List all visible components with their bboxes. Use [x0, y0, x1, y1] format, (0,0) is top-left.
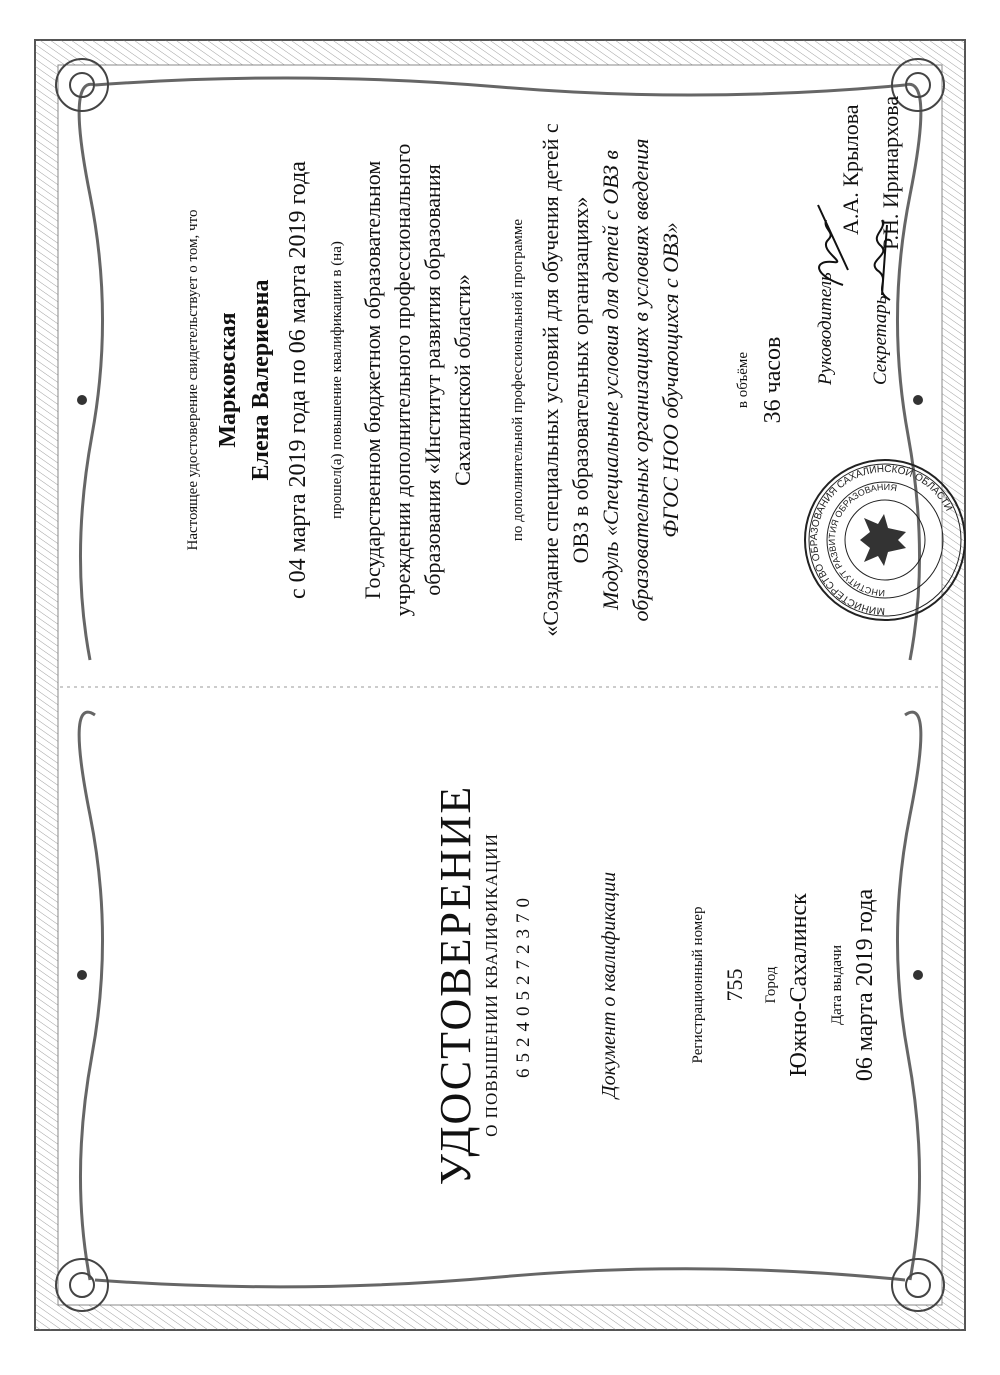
reg-number: 755	[722, 968, 747, 1002]
institution-line-4: Сахалинской области»	[450, 274, 475, 486]
eagle-emblem-icon	[860, 514, 906, 566]
official-seal	[800, 455, 970, 625]
module-line-2: образовательных организациях в условиях введения	[628, 138, 653, 622]
program-line-1: «Создание специальных условий для обучения детей с	[538, 123, 563, 637]
module-line-3: ФГОС НОО обучающихся с ОВЗ»	[658, 222, 683, 538]
reg-number-label: Регистрационный номер	[690, 906, 706, 1064]
issue-date-label: Дата выдачи	[829, 944, 845, 1026]
secretary-name: Р.Н. Иринархова	[878, 95, 903, 250]
program-line-2: ОВЗ в образовательных организациях»	[568, 196, 593, 564]
institution-line-1: Государственном бюджетном образовательном	[360, 160, 385, 600]
secretary-signature	[862, 215, 902, 305]
module-line-1: Модуль «Специальные условия для детей с ОВЗ в	[598, 150, 623, 610]
head-name: А.А. Крылова	[838, 104, 863, 235]
certificate-subtitle: О ПОВЫШЕНИИ КВАЛИФИКАЦИИ	[482, 833, 501, 1137]
document-type: Документ о квалификации	[598, 871, 620, 1099]
head-signature	[808, 200, 858, 290]
seal-outer-text: МИНИСТЕРСТВО ОБРАЗОВАНИЯ САХАЛИНСКОЙ ОБЛАСТИ	[808, 463, 954, 617]
program-label: по дополнительной профессиональной программе	[510, 218, 526, 542]
intro-text: Настоящее удостоверение свидетельствует о том, что	[185, 209, 201, 551]
recipient-surname: Марковская	[215, 312, 241, 448]
issue-date: 06 марта 2019 года	[852, 888, 878, 1082]
institution-line-2: учреждении дополнительного профессионального	[390, 143, 415, 617]
course-hours: 36 часов	[760, 336, 786, 424]
serial-number: 652405272370	[513, 892, 534, 1078]
recipient-name: Елена Валериевна	[248, 279, 274, 481]
city-label: Город	[763, 966, 779, 1004]
head-label: Руководитель	[815, 272, 836, 385]
certificate-title: УДОСТОВЕРЕНИЕ	[431, 784, 480, 1186]
institution-line-3: образования «Институт развития образования	[420, 164, 445, 596]
secretary-label: Секретарь	[870, 295, 891, 385]
seal-inner-text: ИНСТИТУТ РАЗВИТИЯ ОБРАЗОВАНИЯ	[826, 481, 898, 599]
city: Южно-Сахалинск	[786, 893, 812, 1077]
passed-text: прошел(а) повышение квалификации в (на)	[329, 241, 345, 519]
course-period: с 04 марта 2019 года по 06 марта 2019 года	[285, 161, 311, 599]
volume-label: в объёме	[735, 351, 751, 409]
